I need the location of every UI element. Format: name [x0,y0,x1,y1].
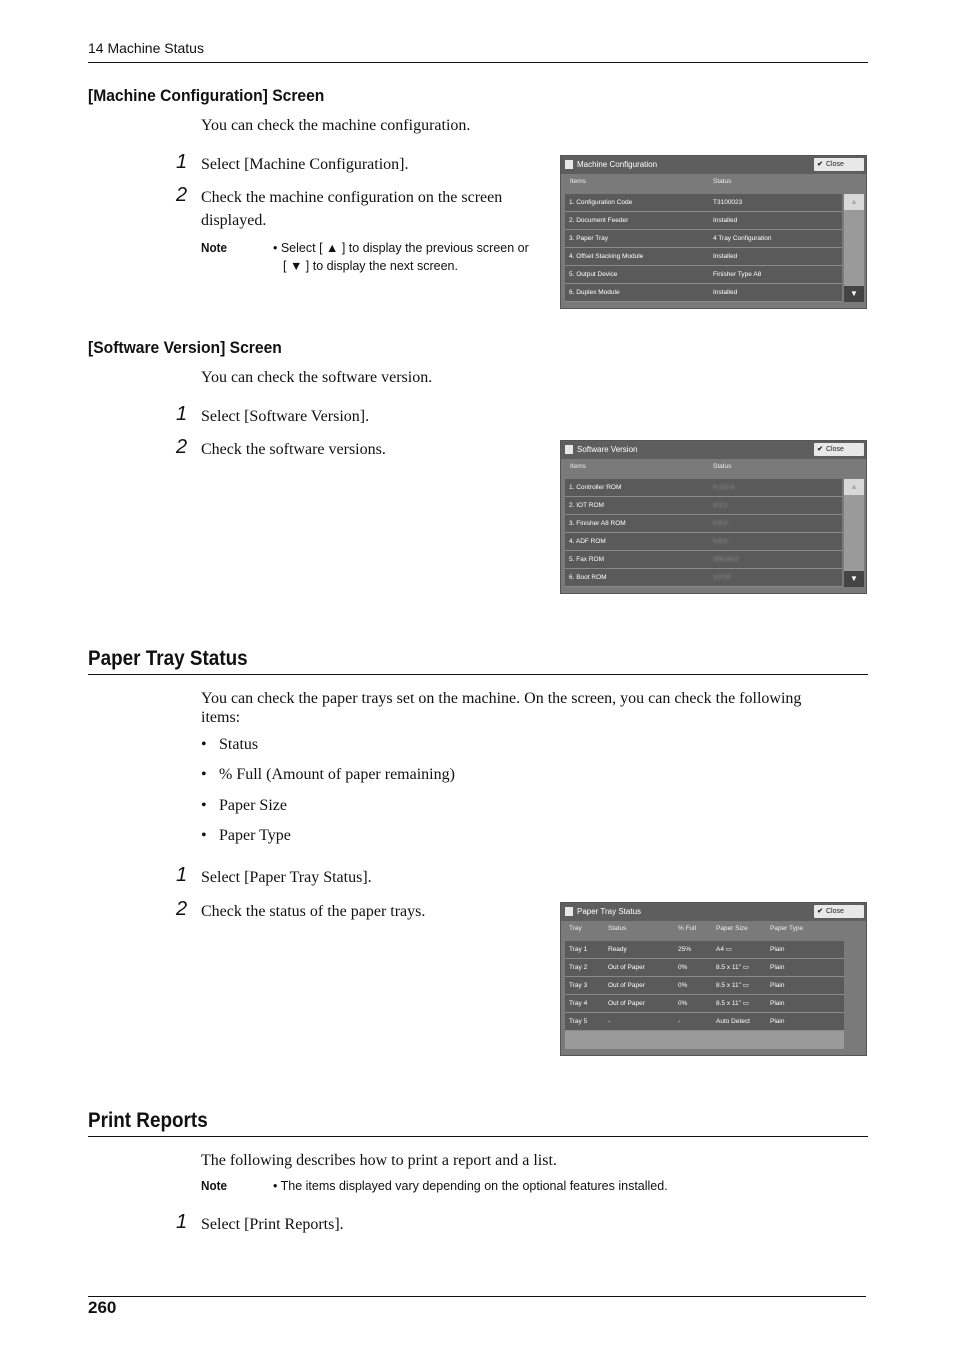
table-row[interactable]: Tray 1 Ready 25% A4 ▭ Plain [565,941,844,959]
step-number: 2 [176,898,188,920]
table-row[interactable]: 4. Offset Stacking Module Installed [565,248,842,266]
table-row[interactable]: 3. Finisher A8 ROM 5.6.0 [565,515,842,533]
paper-tray-step2: Check the status of the paper trays. [201,903,426,920]
software-version-intro: You can check the software version. [201,369,433,386]
list-icon [565,907,573,916]
check-icon: ✔ [817,161,823,168]
scroll-up-button[interactable]: ▲ [844,194,864,210]
scroll-down-button[interactable]: ▼ [844,286,864,302]
running-header: 14 Machine Status [88,40,204,56]
machine-config-step1: Select [Machine Configuration]. [201,156,409,173]
step-number: 1 [176,151,188,173]
software-version-screenshot [560,440,867,594]
machine-config-screenshot [560,155,867,309]
machine-config-heading: [Machine Configuration] Screen [88,86,325,105]
paper-tray-screenshot [560,902,867,1056]
machine-config-intro: You can check the machine configuration. [201,117,471,134]
step-number: 1 [176,403,188,425]
table-row[interactable]: 1. Configuration Code T3100023 [565,194,842,212]
table-row[interactable]: Tray 2 Out of Paper 0% 8.5 x 11" ▭ Plain [565,959,844,977]
software-version-heading: [Software Version] Screen [88,338,282,357]
section-rule [88,1136,868,1137]
table-row[interactable]: 4. ADF ROM 5.6.0 [565,533,842,551]
close-button[interactable]: ✔ Close [814,905,864,918]
col-header-items: Items [570,463,586,470]
info-icon [565,445,573,454]
machine-config-step2-line1: Check the machine configuration on the screen [201,189,503,206]
table-row[interactable]: 5. Fax ROM 100.10.2 [565,551,842,569]
table-row[interactable]: Tray 4 Out of Paper 0% 8.5 x 11" ▭ Plain [565,995,844,1013]
table-row[interactable]: 3. Paper Tray 4 Tray Configuration [565,230,842,248]
table-row[interactable]: 5. Output Device Finisher Type A8 [565,266,842,284]
screen-title-bar [561,441,866,459]
step-number: 2 [176,436,188,458]
print-reports-step1: Select [Print Reports]. [201,1216,344,1233]
screen-title-bar [561,156,866,174]
table-row[interactable]: 1. Controller ROM 0.112.0 [565,479,842,497]
scroll-up-button[interactable]: ▲ [844,479,864,495]
check-icon: ✔ [817,908,823,915]
paper-tray-heading: Paper Tray Status [88,647,248,670]
footer-rule [88,1296,866,1297]
table-row[interactable]: Tray 3 Out of Paper 0% 8.5 x 11" ▭ Plain [565,977,844,995]
close-button[interactable]: ✔ Close [814,443,864,456]
section-rule [88,674,868,675]
print-reports-intro: The following describes how to print a report and a list. [201,1152,557,1169]
note-label: Note [201,240,228,255]
print-reports-note: • The items displayed vary depending on the optional features installed. [273,1179,668,1193]
paper-tray-intro-line1: You can check the paper trays set on the machine. On the screen, you can check the following [201,690,802,707]
software-version-step1: Select [Software Version]. [201,408,370,425]
check-icon: ✔ [817,446,823,453]
bullet-item: • Status [201,736,259,753]
step-number: 2 [176,184,188,206]
table-row[interactable]: 6. Duplex Module Installed [565,284,842,302]
col-header-status: Status [608,925,627,932]
machine-config-note-line1: • Select [ ▲ ] to display the previous screen or [273,241,529,255]
step-number: 1 [176,864,188,886]
machine-config-step2-line2: displayed. [201,212,267,229]
col-header-status: Status [713,463,732,470]
step-number: 1 [176,1211,188,1233]
table-row[interactable]: 2. Document Feeder Installed [565,212,842,230]
bullet-item: • % Full (Amount of paper remaining) [201,766,455,783]
screen-title: Paper Tray Status [577,907,642,916]
header-rule [88,62,868,63]
document-icon [565,160,573,169]
close-button[interactable]: ✔ Close [814,158,864,171]
col-header-status: Status [713,178,732,185]
scroll-down-button[interactable]: ▼ [844,571,864,587]
paper-tray-intro-line2: items: [201,709,241,726]
paper-tray-step1: Select [Paper Tray Status]. [201,869,372,886]
bullet-item: • Paper Size [201,797,287,814]
table-row[interactable]: 2. IOT ROM 3.0.1 [565,497,842,515]
col-header-percent-full: % Full [678,925,697,932]
col-header-paper-size: Paper Size [716,925,748,932]
col-header-paper-type: Paper Type [770,925,804,932]
col-header-tray: Tray [569,925,582,932]
screen-title: Software Version [577,445,638,454]
note-label: Note [201,1178,228,1193]
software-version-step2: Check the software versions. [201,441,386,458]
page-number: 260 [88,1298,117,1317]
screen-title: Machine Configuration [577,160,658,169]
print-reports-heading: Print Reports [88,1109,208,1132]
bullet-item: • Paper Type [201,827,291,844]
table-row[interactable]: 6. Boot ROM 1.0.57 [565,569,842,587]
empty-row [565,1031,844,1049]
screen-title-bar [561,903,866,921]
machine-config-note-line2: [ ▼ ] to display the next screen. [283,259,458,273]
col-header-items: Items [570,178,586,185]
table-row[interactable]: Tray 5 - - Auto Detect Plain [565,1013,844,1031]
